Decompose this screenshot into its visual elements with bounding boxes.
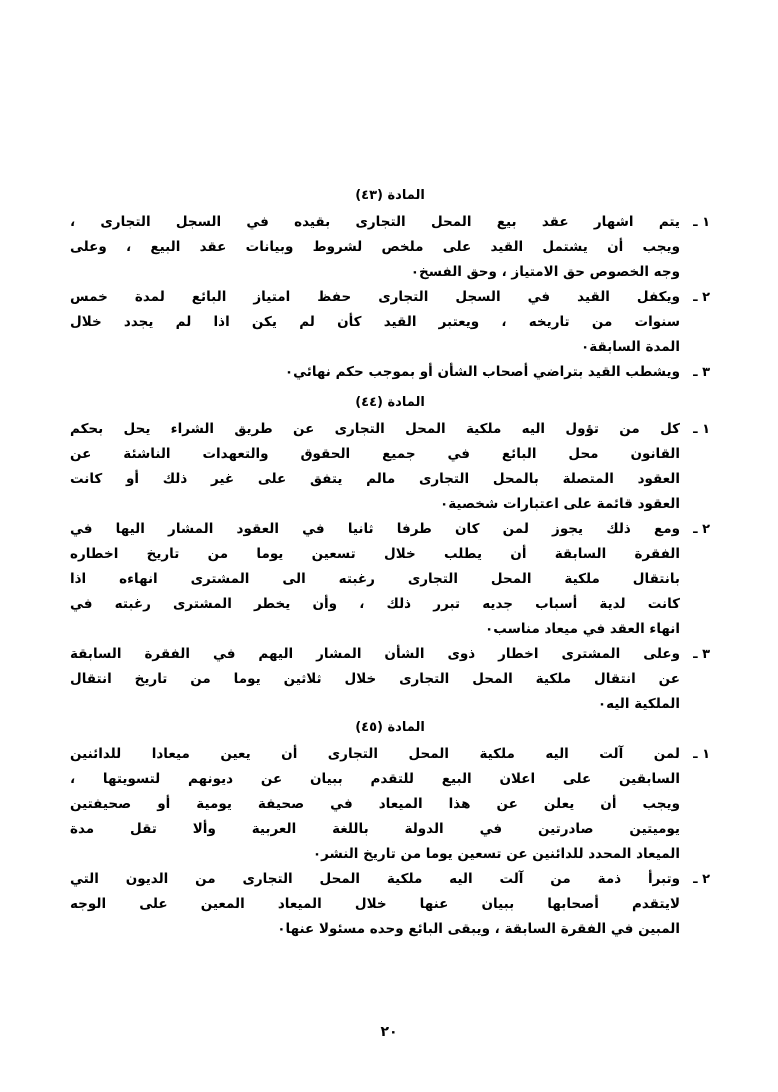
page-number: ٢٠ bbox=[380, 1024, 398, 1040]
clause-text-line: ويكفل القيد في السجل التجارى حفظ امتياز البائع لمدة خمس bbox=[70, 289, 680, 305]
article-section bbox=[70, 716, 710, 942]
clause-number: ١ ـ bbox=[693, 747, 710, 762]
clause-number: ١ ـ bbox=[693, 215, 710, 230]
clause-text-line: الميعاد المحدد للدائنين عن تسعين يوما من تاريخ النشر٠ bbox=[312, 846, 680, 862]
clause-text-line: كل من تؤول اليه ملكية المحل التجارى عن طريق الشراء يحل بحكم bbox=[70, 421, 680, 437]
clause-number: ٣ ـ bbox=[693, 365, 710, 380]
clause-text-line: عن انتقال ملكية المحل التجارى خلال ثلاثين يوما من تاريخ انتقال bbox=[70, 671, 680, 687]
clause-number: ٢ ـ bbox=[693, 522, 710, 537]
clause-text-line: العقود المتصلة بالمحل التجارى مالم يتفق على غير ذلك أو كانت bbox=[70, 471, 680, 487]
clause-text-line: وتبرأ ذمة من آلت اليه ملكية المحل التجارى من الديون التي bbox=[70, 871, 680, 887]
clause-text-line: وجه الخصوص حق الامتياز ، وحق الفسخ٠ bbox=[410, 264, 680, 280]
clause bbox=[70, 642, 710, 717]
clause-text-line: كانت لدية أسباب جديه تبرر ذلك ، وأن يخطر المشترى رغبته في bbox=[70, 596, 680, 612]
clause bbox=[70, 867, 710, 942]
clause-text-line: لايتقدم أصحابها ببيان عنها خلال الميعاد المعين على الوجه bbox=[70, 896, 680, 912]
clause-number: ٢ ـ bbox=[693, 872, 710, 887]
article-title: المادة (٤٣) bbox=[355, 188, 425, 203]
clause-text-line: يوميتين صادرتين في الدولة باللغة العربية وألا تقل مدة bbox=[70, 821, 680, 837]
clause bbox=[70, 417, 710, 517]
clause bbox=[70, 742, 710, 867]
clause-text-line: انهاء العقد في ميعاد مناسب٠ bbox=[485, 621, 680, 637]
article-section bbox=[70, 391, 710, 717]
clause bbox=[70, 285, 710, 360]
clause-text-line: القانون محل البائع في جميع الحقوق والتعهدات الناشئة عن bbox=[70, 446, 680, 462]
clause-text-line: بانتقال ملكية المحل التجارى رغبته الى المشترى انهاءه اذا bbox=[70, 571, 680, 587]
clause-text-line: سنوات من تاريخه ، ويعتبر القيد كأن لم يكن اذا لم يجدد خلال bbox=[70, 314, 680, 330]
clause-number: ٣ ـ bbox=[693, 647, 710, 662]
clause bbox=[70, 210, 710, 285]
clause-text-line: وعلى المشترى اخطار ذوى الشأن المشار اليهم في الفقرة السابقة bbox=[70, 646, 680, 662]
clause-text-line: يتم اشهار عقد بيع المحل التجارى بقيده في السجل التجارى ، bbox=[70, 214, 680, 230]
clause-number: ٢ ـ bbox=[693, 290, 710, 305]
article-section bbox=[70, 184, 710, 385]
article-title: المادة (٤٤) bbox=[355, 395, 425, 410]
clause-text-line: ومع ذلك يجوز لمن كان طرفا ثانيا في العقود المشار اليها في bbox=[70, 521, 680, 537]
clause-text-line: ويجب أن يعلن عن هذا الميعاد في صحيفة يومية أو صحيفتين bbox=[70, 796, 680, 812]
clause-text-line: لمن آلت اليه ملكية المحل التجارى أن يعين ميعادا للدائنين bbox=[70, 746, 680, 762]
clause-text-line: المدة السابقة٠ bbox=[581, 339, 680, 355]
clause bbox=[70, 517, 710, 642]
clause-number: ١ ـ bbox=[693, 422, 710, 437]
clause-text-line: ويشطب القيد بتراضي أصحاب الشأن أو بموجب حكم نهائي٠ bbox=[284, 364, 680, 380]
clause-text-line: العقود قائمة على اعتبارات شخصية٠ bbox=[440, 496, 680, 512]
clause-text-line: الفقرة السابقة أن يطلب خلال تسعين يوما من تاريخ اخطاره bbox=[70, 546, 680, 562]
clause-text-line: ويجب أن يشتمل القيد على ملخص لشروط وبيانات عقد البيع ، وعلى bbox=[70, 239, 680, 255]
clause-text-line: السابقين على اعلان البيع للتقدم ببيان عن ديونهم لتسويتها ، bbox=[70, 771, 680, 787]
clause bbox=[70, 360, 710, 385]
clause-text-line: المبين في الفقرة السابقة ، ويبقى البائع وحده مسئولا عنها٠ bbox=[277, 921, 680, 937]
clause-text-line: الملكية اليه٠ bbox=[597, 696, 680, 712]
article-title: المادة (٤٥) bbox=[355, 720, 425, 735]
